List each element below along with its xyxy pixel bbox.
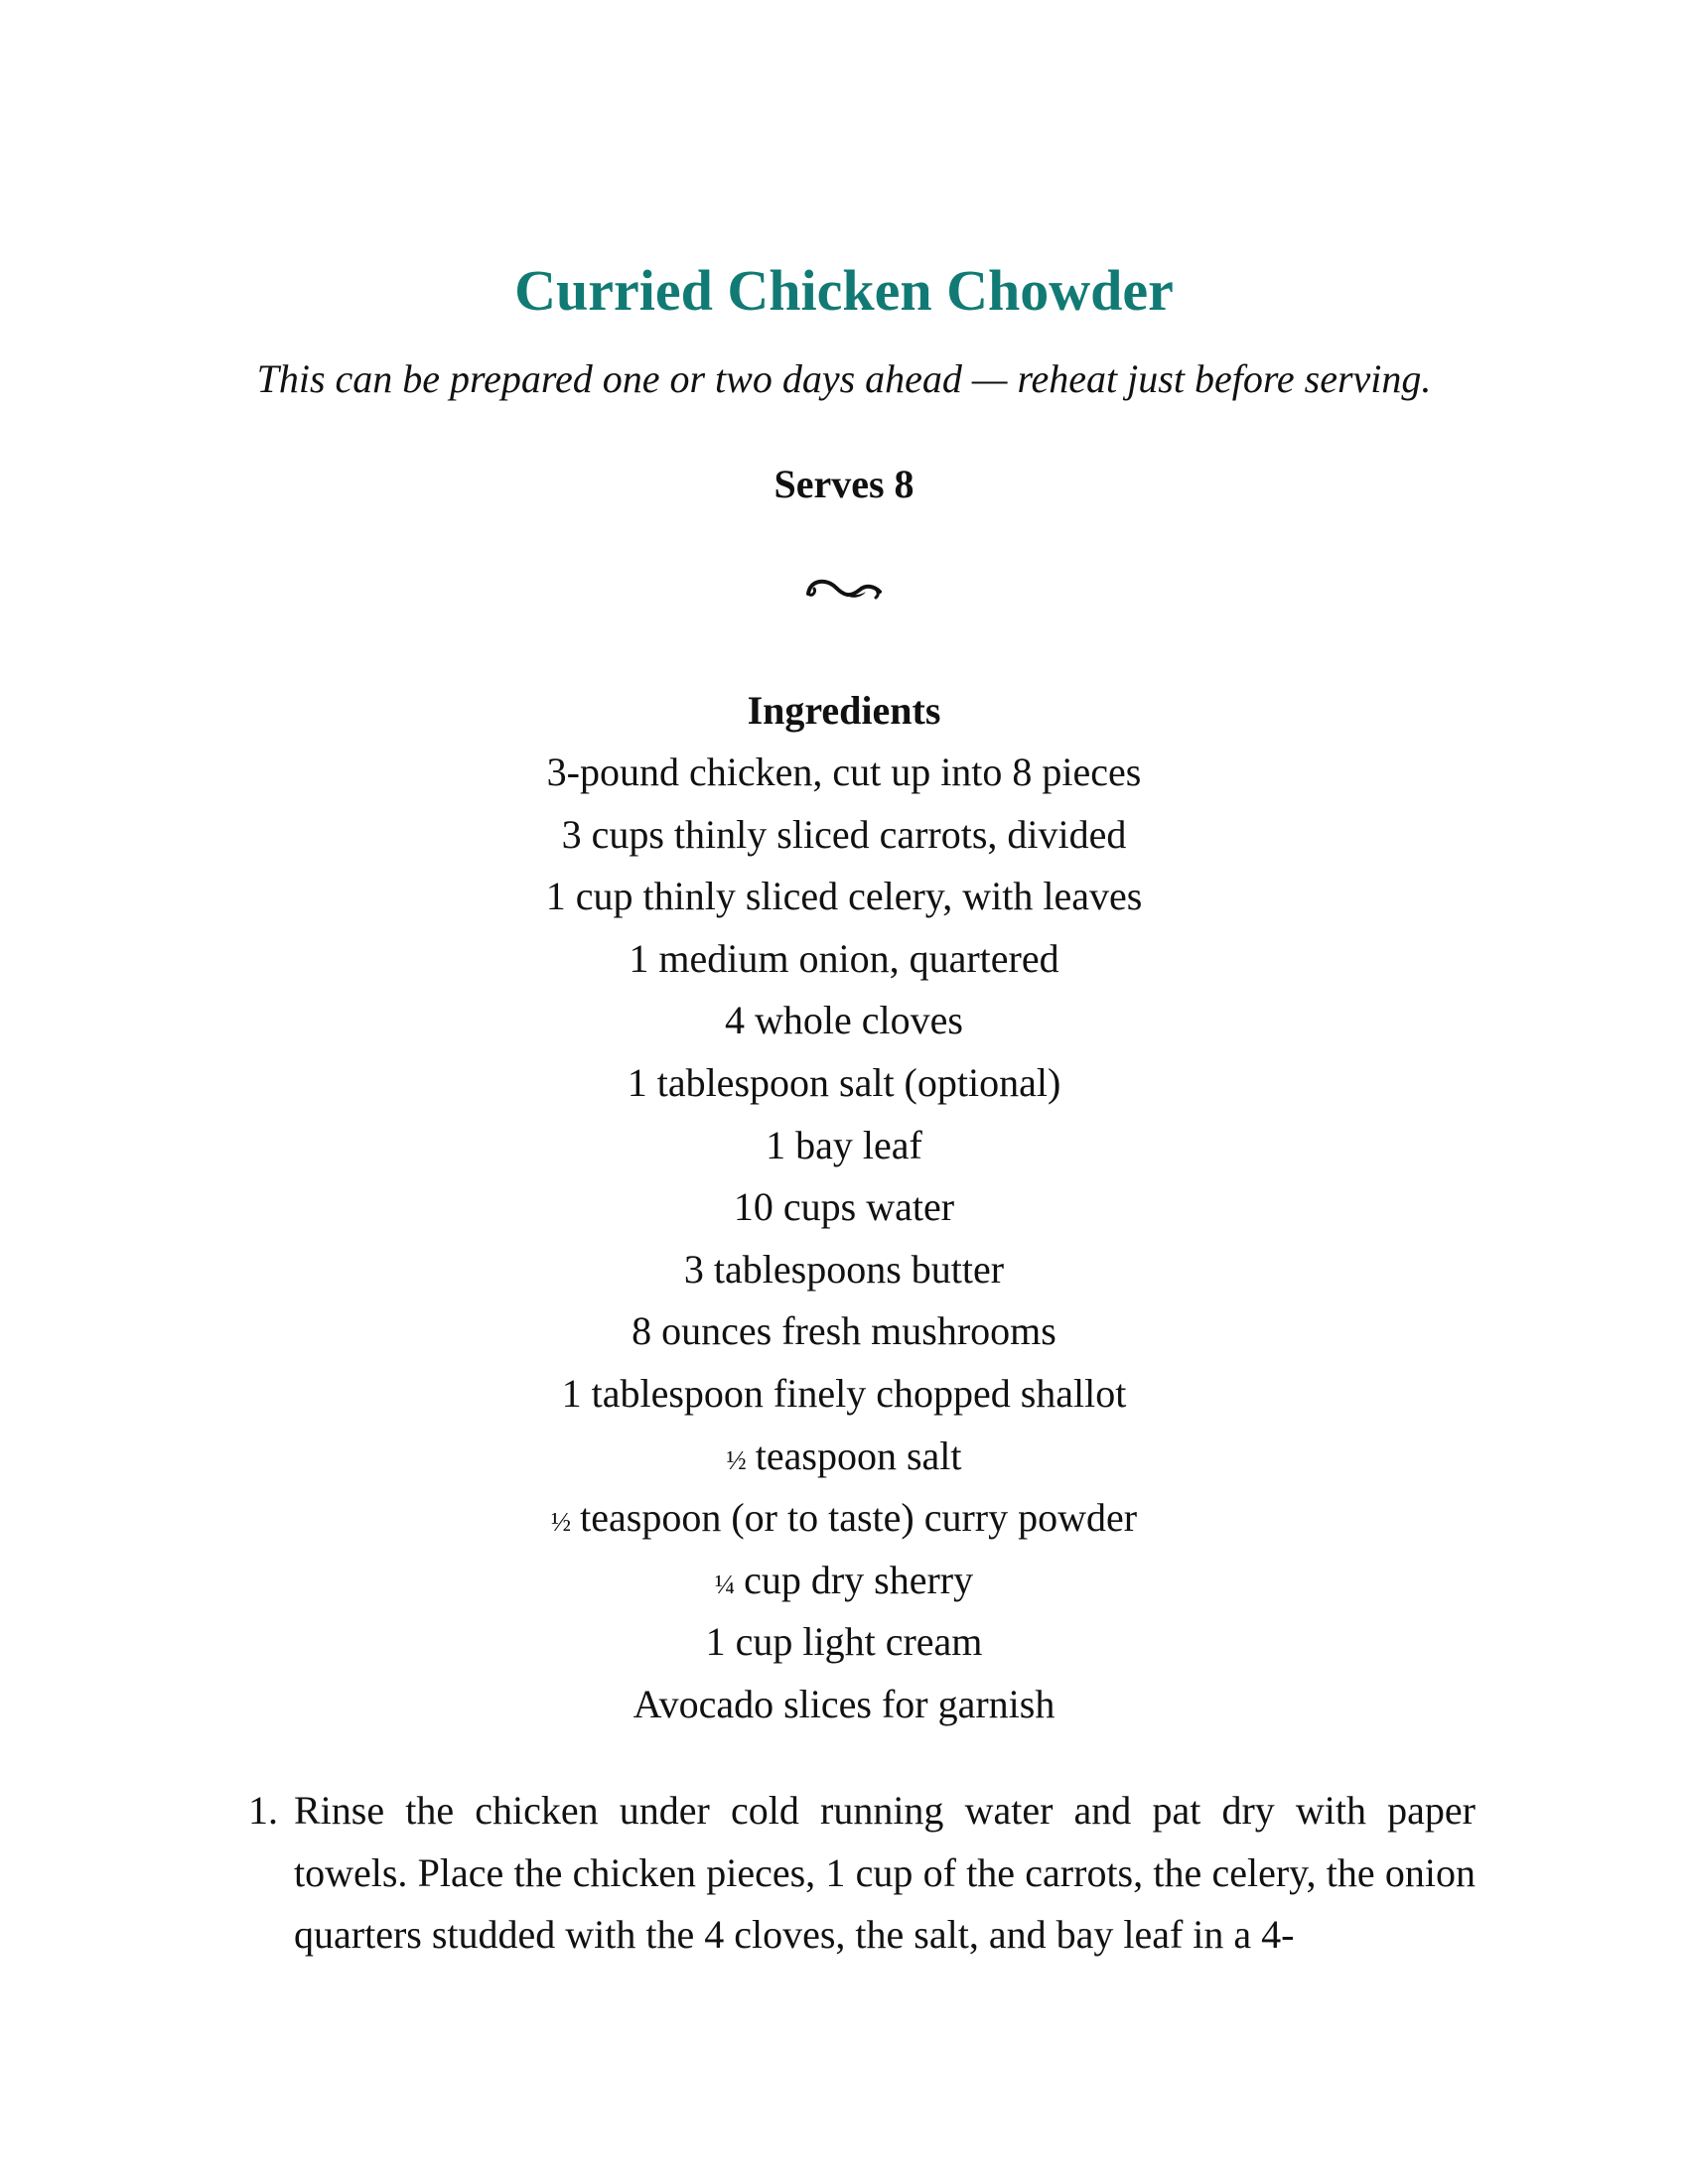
ingredient-item: 1 tablespoon salt (optional): [627, 1059, 1061, 1105]
recipe-title: Curried Chicken Chowder: [514, 258, 1174, 323]
ingredient-item: Avocado slices for garnish: [633, 1681, 1055, 1726]
ingredient-item-fraction: [0, 1555, 1688, 1617]
instructions-list: [248, 1780, 1476, 1967]
ingredient-item: 4 whole cloves: [725, 998, 963, 1043]
ingredients-heading: Ingredients: [747, 688, 941, 733]
ingredient-item: 1 medium onion, quartered: [629, 935, 1059, 981]
fraction-half: ½: [550, 1507, 571, 1538]
ingredient-item: 1 tablespoon finely chopped shallot: [561, 1370, 1127, 1416]
fraction-half: ½: [726, 1444, 746, 1475]
instruction-step: [248, 1780, 1476, 1967]
step-text: Rinse the chicken under cold running water and pat dry with paper towels. Place the chicken pieces, 1 cup of the carrots, the celery, the onion quarters studded with the 4 cloves, the salt, and bay leaf in a 4-: [294, 1788, 1476, 1957]
fraction-quarter: ¼: [714, 1569, 735, 1599]
serves-count: Serves 8: [774, 462, 914, 506]
ingredient-text: teaspoon (or to taste) curry powder: [580, 1495, 1138, 1541]
ingredient-text: cup dry sherry: [744, 1557, 974, 1602]
ingredient-item-fraction: [0, 1492, 1688, 1555]
ingredient-item: 1 cup thinly sliced celery, with leaves: [545, 874, 1143, 919]
ingredient-item: 3 tablespoons butter: [683, 1246, 1005, 1292]
ingredient-item: 3 cups thinly sliced carrots, divided: [561, 811, 1127, 857]
ingredient-item: 10 cups water: [733, 1184, 955, 1230]
recipe-subtitle: This can be prepared one or two days ahead — reheat just before serving.: [256, 356, 1432, 401]
ingredient-item-fraction: [0, 1431, 1688, 1493]
ingredient-item: 1 bay leaf: [766, 1122, 922, 1167]
step-number: 1.: [248, 1788, 278, 1833]
ingredient-item: 1 cup light cream: [705, 1619, 983, 1665]
ingredients-list: [0, 747, 1688, 1741]
ingredient-item: 3-pound chicken, cut up into 8 pieces: [546, 750, 1142, 794]
swash-ornament-icon: [804, 568, 884, 608]
ingredient-item: 8 ounces fresh mushrooms: [632, 1308, 1056, 1354]
ingredient-text: teaspoon salt: [755, 1433, 962, 1478]
